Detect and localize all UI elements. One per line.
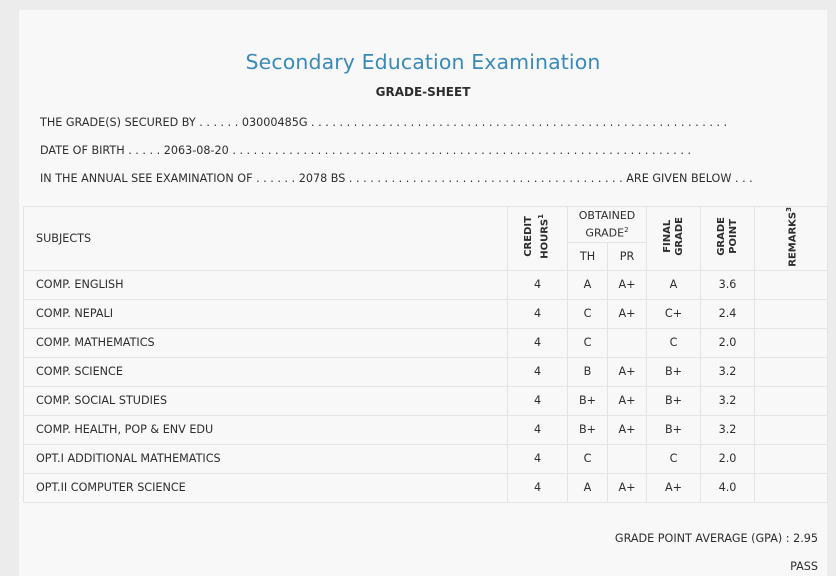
practical-grade-cell: A+ bbox=[608, 270, 647, 299]
grades-table bbox=[23, 206, 828, 503]
practical-grade-cell: A+ bbox=[608, 386, 647, 415]
table-row bbox=[24, 357, 828, 386]
remarks-cell bbox=[755, 357, 828, 386]
remarks-cell bbox=[755, 444, 828, 473]
table-row bbox=[24, 473, 828, 502]
theory-grade-cell: C bbox=[568, 444, 608, 473]
table-row bbox=[24, 270, 828, 299]
theory-grade-cell: C bbox=[568, 328, 608, 357]
practical-grade-cell bbox=[608, 444, 647, 473]
credit-hours-header: CREDIT HOURS$^1$ bbox=[508, 207, 568, 271]
credit-cell: 4 bbox=[508, 386, 568, 415]
grade-sheet-heading: GRADE-SHEET bbox=[375, 85, 471, 99]
practical-header: PR bbox=[608, 243, 647, 271]
subject-cell: COMP. SCIENCE bbox=[24, 357, 508, 386]
result-status: PASS bbox=[790, 560, 818, 573]
table-row bbox=[24, 444, 828, 473]
practical-grade-cell bbox=[608, 328, 647, 357]
final-grade-cell: B+ bbox=[647, 415, 701, 444]
final-grade-cell: C bbox=[647, 444, 701, 473]
theory-grade-cell: C bbox=[568, 299, 608, 328]
grade-point-cell: 3.6 bbox=[701, 270, 755, 299]
grade-point-cell: 3.2 bbox=[701, 386, 755, 415]
final-grade-cell: A bbox=[647, 270, 701, 299]
grade-point-cell: 3.2 bbox=[701, 357, 755, 386]
exam-title: Secondary Education Examination bbox=[245, 50, 601, 74]
theory-grade-cell: A bbox=[568, 473, 608, 502]
remarks-cell bbox=[755, 270, 828, 299]
gpa-summary: GRADE POINT AVERAGE (GPA) : 2.95 bbox=[614, 532, 818, 545]
remarks-cell bbox=[755, 299, 828, 328]
remarks-cell bbox=[755, 473, 828, 502]
credit-cell: 4 bbox=[508, 415, 568, 444]
table-row bbox=[24, 386, 828, 415]
subject-cell: COMP. ENGLISH bbox=[24, 270, 508, 299]
final-grade-header: FINAL GRADE bbox=[647, 207, 701, 271]
date-of-birth-line: DATE OF BIRTH . . . . . 2063-08-20 . . . . . . . . . . . . . . . . . . . . . . . . . . . . . . . . . . . . . . . . . . . . . . . . . . . . . . . . . . . . . . . . . bbox=[40, 144, 692, 157]
remarks-cell bbox=[755, 328, 828, 357]
practical-grade-cell: A+ bbox=[608, 299, 647, 328]
table-row bbox=[24, 299, 828, 328]
secured-by-line: THE GRADE(S) SECURED BY . . . . . . 03000485G . . . . . . . . . . . . . . . . . . . . . . . . . . . . . . . . . . . . . . . . . . . . . . . . . . . . . . . . . . . bbox=[40, 116, 728, 129]
subjects-header: SUBJECTS bbox=[24, 207, 508, 271]
credit-cell: 4 bbox=[508, 328, 568, 357]
grade-point-cell: 2.0 bbox=[701, 444, 755, 473]
theory-grade-cell: B+ bbox=[568, 386, 608, 415]
subject-cell: OPT.I ADDITIONAL MATHEMATICS bbox=[24, 444, 508, 473]
theory-grade-cell: B+ bbox=[568, 415, 608, 444]
subject-cell: COMP. HEALTH, POP & ENV EDU bbox=[24, 415, 508, 444]
subject-cell: COMP. NEPALI bbox=[24, 299, 508, 328]
final-grade-cell: A+ bbox=[647, 473, 701, 502]
grade-point-cell: 2.0 bbox=[701, 328, 755, 357]
subject-cell: COMP. MATHEMATICS bbox=[24, 328, 508, 357]
theory-grade-cell: A bbox=[568, 270, 608, 299]
grade-point-cell: 4.0 bbox=[701, 473, 755, 502]
grade-point-cell: 3.2 bbox=[701, 415, 755, 444]
final-grade-cell: B+ bbox=[647, 357, 701, 386]
practical-grade-cell: A+ bbox=[608, 415, 647, 444]
table-row bbox=[24, 328, 828, 357]
final-grade-cell: B+ bbox=[647, 386, 701, 415]
remarks-header: REMARKS$^3$ bbox=[755, 207, 828, 271]
theory-header: TH bbox=[568, 243, 608, 271]
grade-sheet-panel bbox=[19, 10, 827, 576]
credit-cell: 4 bbox=[508, 357, 568, 386]
remarks-cell bbox=[755, 415, 828, 444]
practical-grade-cell: A+ bbox=[608, 357, 647, 386]
credit-cell: 4 bbox=[508, 473, 568, 502]
credit-cell: 4 bbox=[508, 299, 568, 328]
subject-cell: OPT.II COMPUTER SCIENCE bbox=[24, 473, 508, 502]
subject-cell: COMP. SOCIAL STUDIES bbox=[24, 386, 508, 415]
final-grade-cell: C+ bbox=[647, 299, 701, 328]
remarks-cell bbox=[755, 386, 828, 415]
grade-point-header: GRADE POINT bbox=[701, 207, 755, 271]
final-grade-cell: C bbox=[647, 328, 701, 357]
obtained-grade-header: OBTAINED GRADE$^2$ bbox=[568, 207, 647, 243]
practical-grade-cell: A+ bbox=[608, 473, 647, 502]
grade-point-cell: 2.4 bbox=[701, 299, 755, 328]
exam-year-line: IN THE ANNUAL SEE EXAMINATION OF . . . . . . 2078 BS . . . . . . . . . . . . . . . . . . . . . . . . . . . . . . . . . . . . . . . ARE GIVEN BELOW . . . bbox=[40, 172, 753, 185]
table-row bbox=[24, 415, 828, 444]
theory-grade-cell: B bbox=[568, 357, 608, 386]
credit-cell: 4 bbox=[508, 444, 568, 473]
credit-cell: 4 bbox=[508, 270, 568, 299]
